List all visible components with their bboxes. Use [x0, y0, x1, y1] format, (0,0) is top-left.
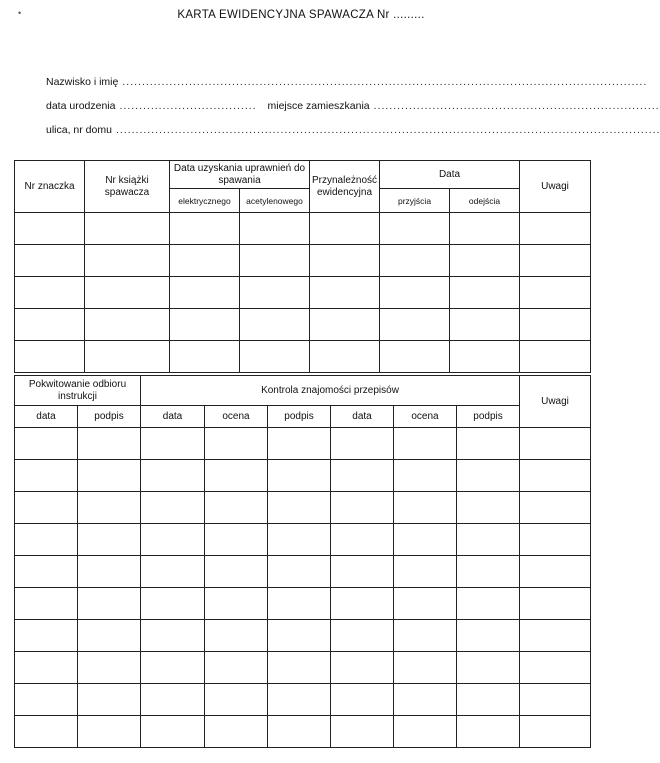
table-cell[interactable] — [450, 213, 520, 245]
header-uwagi-2: Uwagi — [520, 376, 591, 428]
table-cell[interactable] — [331, 716, 394, 748]
table-cell[interactable] — [268, 716, 331, 748]
birth-residence-row[interactable] — [46, 100, 660, 112]
table-cell[interactable] — [268, 460, 331, 492]
table-cell[interactable] — [15, 341, 85, 373]
table-cell[interactable] — [394, 620, 457, 652]
table-row — [15, 428, 591, 460]
table-row — [15, 460, 591, 492]
table-cell[interactable] — [141, 556, 205, 588]
table-cell[interactable] — [240, 277, 310, 309]
table-cell[interactable] — [380, 245, 450, 277]
table-cell[interactable] — [85, 309, 170, 341]
table-cell[interactable] — [331, 524, 394, 556]
instruction-control-table — [14, 375, 591, 748]
table-cell[interactable] — [15, 620, 78, 652]
table-row — [15, 277, 591, 309]
table-row — [15, 588, 591, 620]
table-cell[interactable] — [15, 684, 78, 716]
table-cell[interactable] — [268, 588, 331, 620]
table-cell[interactable] — [268, 556, 331, 588]
residence-dots: ......................................................................... — [373, 100, 660, 112]
table-cell[interactable] — [15, 524, 78, 556]
corner-mark: • — [18, 8, 22, 18]
table-cell[interactable] — [520, 492, 591, 524]
table-cell[interactable] — [520, 556, 591, 588]
table-cell[interactable] — [240, 309, 310, 341]
table-cell[interactable] — [15, 277, 85, 309]
table-cell[interactable] — [15, 213, 85, 245]
table-cell[interactable] — [170, 245, 240, 277]
table-cell[interactable] — [268, 684, 331, 716]
table-cell[interactable] — [78, 684, 141, 716]
table-cell[interactable] — [310, 213, 380, 245]
table-row — [15, 309, 591, 341]
header-podpis-1: podpis — [78, 406, 141, 428]
table-cell[interactable] — [141, 492, 205, 524]
street-dots: ........................................................................................................................................... — [115, 124, 660, 136]
table-cell[interactable] — [394, 556, 457, 588]
table-cell[interactable] — [78, 652, 141, 684]
table-cell[interactable] — [15, 716, 78, 748]
table-cell[interactable] — [457, 588, 520, 620]
table-cell[interactable] — [85, 341, 170, 373]
table-row — [15, 716, 591, 748]
table-cell[interactable] — [205, 588, 268, 620]
table-cell[interactable] — [15, 245, 85, 277]
table-row — [15, 245, 591, 277]
table-cell[interactable] — [457, 716, 520, 748]
table-cell[interactable] — [520, 213, 591, 245]
table-cell[interactable] — [380, 277, 450, 309]
table-cell[interactable] — [170, 213, 240, 245]
header-przynaleznosc: Przynależność ewidencyjna — [310, 161, 380, 213]
name-dots: ...................................................................................................................................... — [122, 76, 648, 88]
table-row — [15, 213, 591, 245]
table-cell[interactable] — [450, 309, 520, 341]
street-label: ulica, nr domu — [46, 124, 112, 136]
table-cell[interactable] — [205, 492, 268, 524]
header-data-3: data — [331, 406, 394, 428]
table-cell[interactable] — [78, 716, 141, 748]
header-nr-znaczka: Nr znaczka — [15, 161, 85, 213]
header-odejscia: odejścia — [450, 189, 520, 213]
table-cell[interactable] — [457, 684, 520, 716]
table-cell[interactable] — [78, 588, 141, 620]
table-cell[interactable] — [268, 652, 331, 684]
table-cell[interactable] — [457, 428, 520, 460]
table-cell[interactable] — [205, 620, 268, 652]
table-cell[interactable] — [331, 652, 394, 684]
table-row — [15, 620, 591, 652]
table-cell[interactable] — [520, 245, 591, 277]
table-cell[interactable] — [141, 620, 205, 652]
table-cell[interactable] — [520, 524, 591, 556]
name-label: Nazwisko i imię — [46, 76, 119, 88]
table-cell[interactable] — [394, 588, 457, 620]
table-cell[interactable] — [78, 460, 141, 492]
birth-date-dots: ................................... — [119, 100, 257, 112]
table-cell[interactable] — [141, 524, 205, 556]
table-cell[interactable] — [331, 428, 394, 460]
table-cell[interactable] — [520, 428, 591, 460]
header-elektrycznego: elektrycznego — [170, 189, 240, 213]
table-cell[interactable] — [380, 309, 450, 341]
name-field[interactable] — [46, 76, 648, 88]
table-cell[interactable] — [85, 245, 170, 277]
header-przyjscia: przyjścia — [380, 189, 450, 213]
table-cell[interactable] — [331, 556, 394, 588]
table-cell[interactable] — [457, 460, 520, 492]
header-podpis-3: podpis — [457, 406, 520, 428]
residence-label: miejsce zamieszkania — [267, 100, 370, 112]
table-cell[interactable] — [170, 341, 240, 373]
table-cell[interactable] — [78, 620, 141, 652]
header-podpis-2: podpis — [268, 406, 331, 428]
header-data-uzyskania: Data uzyskania uprawnień do spawania — [170, 161, 310, 189]
table-cell[interactable] — [268, 428, 331, 460]
table-cell[interactable] — [141, 460, 205, 492]
header-data-1: data — [15, 406, 78, 428]
table-cell[interactable] — [205, 716, 268, 748]
table-cell[interactable] — [205, 524, 268, 556]
table-cell[interactable] — [331, 492, 394, 524]
table-cell[interactable] — [394, 524, 457, 556]
table-cell[interactable] — [141, 684, 205, 716]
header-kontrola: Kontrola znajomości przepisów — [141, 376, 520, 406]
table-row — [15, 524, 591, 556]
table-row — [15, 684, 591, 716]
header-pokwitowanie: Pokwitowanie odbioru instrukcji — [15, 376, 141, 406]
table-cell[interactable] — [310, 245, 380, 277]
table-cell[interactable] — [78, 492, 141, 524]
table-cell[interactable] — [331, 684, 394, 716]
table-cell[interactable] — [240, 213, 310, 245]
table-cell[interactable] — [310, 341, 380, 373]
table-cell[interactable] — [15, 460, 78, 492]
table-cell[interactable] — [141, 716, 205, 748]
table-cell[interactable] — [394, 460, 457, 492]
table-cell[interactable] — [15, 556, 78, 588]
table-cell[interactable] — [450, 245, 520, 277]
table-cell[interactable] — [15, 588, 78, 620]
table-cell[interactable] — [331, 460, 394, 492]
welder-registration-table — [14, 160, 591, 373]
header-acetylenowego: acetylenowego — [240, 189, 310, 213]
table-cell[interactable] — [170, 309, 240, 341]
table-cell[interactable] — [170, 277, 240, 309]
header-data: Data — [380, 161, 520, 189]
header-ocena-3: ocena — [394, 406, 457, 428]
table-cell[interactable] — [310, 277, 380, 309]
table-cell[interactable] — [205, 428, 268, 460]
table-cell[interactable] — [520, 460, 591, 492]
table-row — [15, 492, 591, 524]
table-cell[interactable] — [450, 277, 520, 309]
table-cell[interactable] — [394, 652, 457, 684]
street-field[interactable] — [46, 124, 660, 136]
table-cell[interactable] — [205, 684, 268, 716]
table-cell[interactable] — [85, 277, 170, 309]
table-cell[interactable] — [520, 309, 591, 341]
table-cell[interactable] — [85, 213, 170, 245]
table-cell[interactable] — [520, 341, 591, 373]
table-cell[interactable] — [240, 245, 310, 277]
table-cell[interactable] — [394, 428, 457, 460]
table-cell[interactable] — [205, 556, 268, 588]
table-cell[interactable] — [268, 620, 331, 652]
table-cell[interactable] — [205, 652, 268, 684]
birth-date-label: data urodzenia — [46, 100, 116, 112]
table-cell[interactable] — [394, 716, 457, 748]
table-cell[interactable] — [457, 492, 520, 524]
table-row — [15, 556, 591, 588]
page-title: KARTA EWIDENCYJNA SPAWACZA Nr ......... — [177, 9, 425, 21]
table-cell[interactable] — [520, 620, 591, 652]
table-cell[interactable] — [380, 213, 450, 245]
table-cell[interactable] — [380, 341, 450, 373]
table-cell[interactable] — [78, 428, 141, 460]
table-cell[interactable] — [450, 341, 520, 373]
table-cell[interactable] — [240, 341, 310, 373]
table-cell[interactable] — [141, 428, 205, 460]
table-cell[interactable] — [15, 492, 78, 524]
table-cell[interactable] — [15, 309, 85, 341]
table-cell[interactable] — [15, 428, 78, 460]
table-cell[interactable] — [457, 524, 520, 556]
table-cell[interactable] — [15, 652, 78, 684]
table-cell[interactable] — [457, 620, 520, 652]
table-cell[interactable] — [78, 556, 141, 588]
table-row — [15, 652, 591, 684]
table-cell[interactable] — [520, 588, 591, 620]
header-ocena-2: ocena — [205, 406, 268, 428]
table-cell[interactable] — [141, 588, 205, 620]
table-cell[interactable] — [394, 492, 457, 524]
table-cell[interactable] — [205, 460, 268, 492]
table-cell[interactable] — [310, 309, 380, 341]
table-cell[interactable] — [331, 620, 394, 652]
header-nr-ksiazki: Nr książki spawacza — [85, 161, 170, 213]
table-cell[interactable] — [268, 524, 331, 556]
table-cell[interactable] — [78, 524, 141, 556]
table-cell[interactable] — [457, 652, 520, 684]
table-cell[interactable] — [141, 652, 205, 684]
table-cell[interactable] — [520, 716, 591, 748]
table-cell[interactable] — [457, 556, 520, 588]
table-cell[interactable] — [520, 652, 591, 684]
header-uwagi: Uwagi — [520, 161, 591, 213]
table-cell[interactable] — [520, 684, 591, 716]
table-row — [15, 341, 591, 373]
table-cell[interactable] — [331, 588, 394, 620]
table-cell[interactable] — [394, 684, 457, 716]
header-data-2: data — [141, 406, 205, 428]
table-cell[interactable] — [520, 277, 591, 309]
table-cell[interactable] — [268, 492, 331, 524]
